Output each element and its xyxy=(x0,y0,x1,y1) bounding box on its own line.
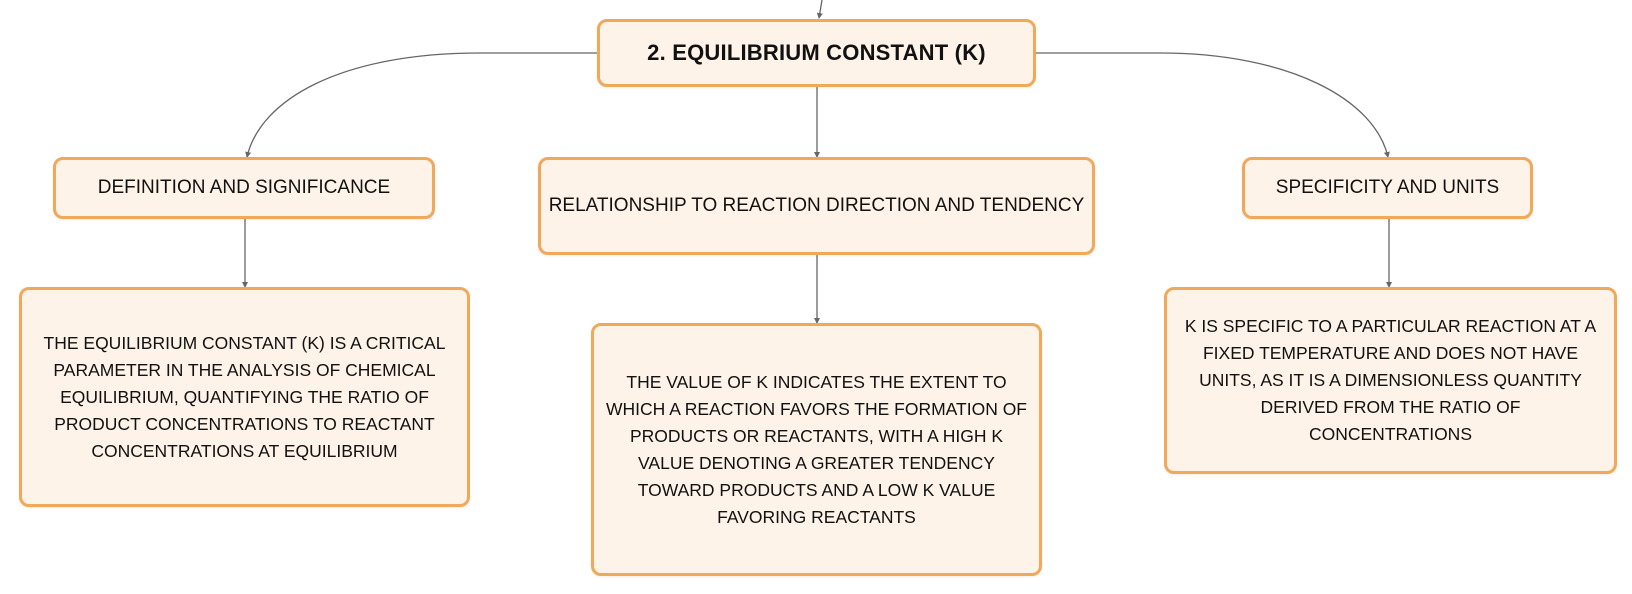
connector-root-to-specificity xyxy=(1036,53,1388,157)
detail-node-text: THE EQUILIBRIUM CONSTANT (K) IS A CRITICAL PARAMETER IN THE ANALYSIS OF CHEMICAL EQUILIBRIUM, QUANTIFYING THE RATIO OF PRODUCT CONCENTRATIONS TO REACTANT CONCENTRATIONS AT EQUILIBRIUM xyxy=(43,332,446,461)
branch-node-label: DEFINITION AND SIGNIFICANCE xyxy=(97,176,391,198)
branch-node-relationship[interactable] xyxy=(538,157,1095,255)
root-node[interactable] xyxy=(597,19,1036,87)
branch-node-definition[interactable] xyxy=(53,157,435,219)
connector-root-to-definition xyxy=(247,53,597,157)
root-node-label: 2. EQUILIBRIUM CONSTANT (K) xyxy=(647,40,986,65)
branch-node-label: SPECIFICITY AND UNITS xyxy=(1275,176,1500,198)
detail-node-specificity[interactable] xyxy=(1164,287,1617,474)
detail-node-text: K IS SPECIFIC TO A PARTICULAR REACTION AT A FIXED TEMPERATURE AND DOES NOT HAVE UNITS, AS IT IS A DIMENSIONLESS QUANTITY DERIVED FROM THE RATIO OF CONCENTRATIONS xyxy=(1184,316,1597,444)
incoming-connector xyxy=(819,0,822,18)
branch-node-specificity[interactable] xyxy=(1242,157,1533,219)
branch-node-label: RELATIONSHIP TO REACTION DIRECTION AND TENDENCY xyxy=(548,194,1085,216)
detail-node-text: THE VALUE OF K INDICATES THE EXTENT TO WHICH A REACTION FAVORS THE FORMATION OF PRODUCTS OR REACTANTS, WITH A HIGH K VALUE DENOTING A GREATER TENDENCY TOWARD PRODUCTS AND A LOW K VALUE FAVORING REACTANTS xyxy=(606,371,1027,527)
detail-node-definition[interactable] xyxy=(19,287,470,507)
detail-node-relationship[interactable] xyxy=(591,323,1042,576)
